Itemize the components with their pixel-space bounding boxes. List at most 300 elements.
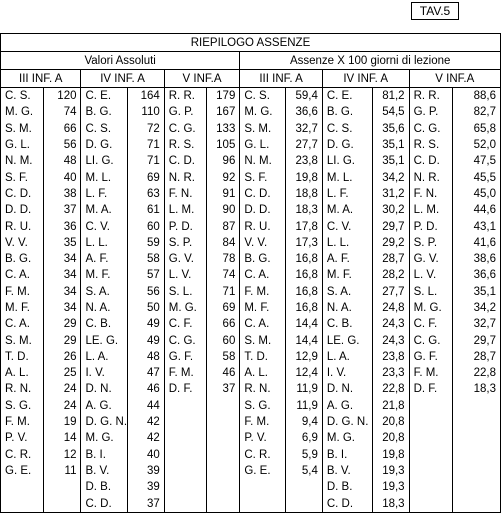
student-initials-abs-iii: R. U. bbox=[1, 218, 44, 234]
student-initials-abs-iv: S. A. bbox=[81, 284, 128, 300]
absence-value-abs-iv: 49 bbox=[128, 332, 165, 348]
absence-value-abs-v: 74 bbox=[206, 267, 240, 283]
absence-value-abs-v: 133 bbox=[206, 121, 240, 137]
absence-value-pct-iv: 29,2 bbox=[372, 235, 409, 251]
absence-value-pct-iv: 24,3 bbox=[372, 332, 409, 348]
absence-value-abs-v: 58 bbox=[206, 349, 240, 365]
absence-value-abs-iv: 39 bbox=[128, 479, 165, 495]
table-row bbox=[1, 332, 501, 348]
student-initials-abs-iv: M. F. bbox=[81, 267, 128, 283]
absence-value-pct-iii: 19,8 bbox=[286, 169, 323, 185]
student-initials-pct-iv: C. V. bbox=[322, 218, 372, 234]
student-initials-pct-iv: A. G. bbox=[322, 398, 372, 414]
absence-value-pct-v: 43,1 bbox=[453, 218, 501, 234]
absence-value-pct-v: 28,7 bbox=[453, 349, 501, 365]
student-initials-pct-v bbox=[409, 479, 453, 495]
absence-value-abs-v: 71 bbox=[206, 284, 240, 300]
table-row bbox=[1, 121, 501, 137]
student-initials-abs-v: R. S. bbox=[164, 137, 206, 153]
student-initials-pct-iv: B. V. bbox=[322, 463, 372, 479]
absence-value-pct-iv: 28,7 bbox=[372, 251, 409, 267]
student-initials-abs-iii: R. N. bbox=[1, 381, 44, 397]
absence-value-abs-iii: 48 bbox=[43, 153, 81, 169]
class-header-pct-iv: IV INF. A bbox=[322, 70, 409, 88]
student-initials-abs-iii: C. S. bbox=[1, 88, 44, 105]
student-initials-pct-iv: M. A. bbox=[322, 202, 372, 218]
student-initials-pct-v bbox=[409, 447, 453, 463]
absence-value-abs-v: 91 bbox=[206, 186, 240, 202]
student-initials-abs-iv: C. V. bbox=[81, 218, 128, 234]
absence-value-abs-iv: 46 bbox=[128, 381, 165, 397]
absence-value-abs-iv: 42 bbox=[128, 414, 165, 430]
student-initials-pct-iii: V. V. bbox=[240, 235, 286, 251]
absence-value-pct-iii: 32,7 bbox=[286, 121, 323, 137]
student-initials-abs-v: F. M. bbox=[164, 365, 206, 381]
absence-value-abs-iii: 11 bbox=[43, 463, 81, 479]
table-row bbox=[1, 104, 501, 120]
student-initials-abs-v: L. M. bbox=[164, 202, 206, 218]
student-initials-pct-v: C. G. bbox=[409, 121, 453, 137]
absence-value-pct-iv: 19,8 bbox=[372, 447, 409, 463]
student-initials-pct-v: L. V. bbox=[409, 267, 453, 283]
absence-value-pct-v bbox=[453, 447, 501, 463]
student-initials-pct-iv: D. G. bbox=[322, 137, 372, 153]
table-row bbox=[1, 267, 501, 283]
absence-value-pct-iv: 20,8 bbox=[372, 430, 409, 446]
class-header-abs-v: V INF.A bbox=[164, 70, 240, 88]
absence-value-abs-iv: 58 bbox=[128, 251, 165, 267]
absence-value-abs-v bbox=[206, 447, 240, 463]
absence-value-pct-iii: 16,8 bbox=[286, 300, 323, 316]
absence-value-abs-iii: 37 bbox=[43, 202, 81, 218]
absence-value-abs-v bbox=[206, 495, 240, 512]
absence-value-pct-iii: 18,8 bbox=[286, 186, 323, 202]
table-row bbox=[1, 202, 501, 218]
table-row bbox=[1, 463, 501, 479]
student-initials-pct-iv: L. A. bbox=[322, 349, 372, 365]
student-initials-abs-iii: P. V. bbox=[1, 430, 44, 446]
table-row bbox=[1, 430, 501, 446]
student-initials-pct-v: D. F. bbox=[409, 381, 453, 397]
absence-value-pct-iii: 23,8 bbox=[286, 153, 323, 169]
student-initials-abs-iv: A. G. bbox=[81, 398, 128, 414]
table-row bbox=[1, 300, 501, 316]
absence-value-abs-iii: 29 bbox=[43, 316, 81, 332]
student-initials-pct-iii: S. F. bbox=[240, 169, 286, 185]
student-initials-pct-iii: S. M. bbox=[240, 121, 286, 137]
absence-value-pct-iii: 17,3 bbox=[286, 235, 323, 251]
absence-value-pct-v bbox=[453, 495, 501, 512]
student-initials-pct-iv: B. I. bbox=[322, 447, 372, 463]
absence-value-abs-v bbox=[206, 479, 240, 495]
absences-summary-table bbox=[0, 33, 501, 513]
table-row bbox=[1, 316, 501, 332]
student-initials-abs-iii: D. D. bbox=[1, 202, 44, 218]
absence-value-abs-iii: 66 bbox=[43, 121, 81, 137]
student-initials-abs-iii bbox=[1, 479, 44, 495]
student-initials-abs-iv: N. A. bbox=[81, 300, 128, 316]
absence-value-pct-iii: 9,4 bbox=[286, 414, 323, 430]
absence-value-abs-iii: 24 bbox=[43, 381, 81, 397]
absence-value-pct-v: 88,6 bbox=[453, 88, 501, 105]
student-initials-abs-iv: L. F. bbox=[81, 186, 128, 202]
student-initials-pct-iii: T. D. bbox=[240, 349, 286, 365]
absence-value-pct-iii bbox=[286, 479, 323, 495]
class-header-pct-iii: III INF. A bbox=[240, 70, 323, 88]
student-initials-abs-v: C. F. bbox=[164, 316, 206, 332]
absence-value-abs-v bbox=[206, 398, 240, 414]
absence-value-pct-v: 44,6 bbox=[453, 202, 501, 218]
student-initials-abs-iii: C. D. bbox=[1, 186, 44, 202]
absence-value-abs-iv: 39 bbox=[128, 463, 165, 479]
student-initials-abs-iv: D. N. bbox=[81, 381, 128, 397]
student-initials-pct-iii: S. G. bbox=[240, 398, 286, 414]
student-initials-abs-iv: B. G. bbox=[81, 104, 128, 120]
student-initials-pct-iv: S. A. bbox=[322, 284, 372, 300]
absence-value-abs-v: 90 bbox=[206, 202, 240, 218]
absence-value-pct-iii: 12,4 bbox=[286, 365, 323, 381]
table-row bbox=[1, 398, 501, 414]
student-initials-abs-iv: I. V. bbox=[81, 365, 128, 381]
absence-value-pct-iii: 36,6 bbox=[286, 104, 323, 120]
student-initials-abs-v: C. D. bbox=[164, 153, 206, 169]
student-initials-abs-iv: A. F. bbox=[81, 251, 128, 267]
student-initials-abs-iv: M. G. bbox=[81, 430, 128, 446]
absence-value-abs-iv: 48 bbox=[128, 349, 165, 365]
absence-value-abs-v: 96 bbox=[206, 153, 240, 169]
absence-value-abs-iii: 26 bbox=[43, 349, 81, 365]
student-initials-abs-v bbox=[164, 479, 206, 495]
absence-value-pct-v bbox=[453, 463, 501, 479]
absence-value-abs-v: 179 bbox=[206, 88, 240, 105]
absence-value-pct-iv: 19,3 bbox=[372, 463, 409, 479]
student-initials-pct-v: G. V. bbox=[409, 251, 453, 267]
student-initials-abs-iv: L. L. bbox=[81, 235, 128, 251]
absence-value-abs-iv: 47 bbox=[128, 365, 165, 381]
student-initials-abs-iii: M. F. bbox=[1, 300, 44, 316]
absence-value-pct-iv: 18,3 bbox=[372, 495, 409, 512]
student-initials-abs-v: C. G. bbox=[164, 332, 206, 348]
student-initials-abs-v bbox=[164, 463, 206, 479]
absence-value-abs-iv: 71 bbox=[128, 137, 165, 153]
absence-value-abs-iv: 37 bbox=[128, 495, 165, 512]
absence-value-pct-iv: 29,7 bbox=[372, 218, 409, 234]
absence-value-abs-iii: 38 bbox=[43, 186, 81, 202]
absence-value-pct-v bbox=[453, 398, 501, 414]
student-initials-abs-iii: M. G. bbox=[1, 104, 44, 120]
student-initials-abs-v: G. V. bbox=[164, 251, 206, 267]
absence-value-abs-iv: 50 bbox=[128, 300, 165, 316]
absence-value-abs-v bbox=[206, 463, 240, 479]
absence-value-pct-v: 34,2 bbox=[453, 300, 501, 316]
student-initials-pct-iii: M. F. bbox=[240, 300, 286, 316]
absence-value-abs-iv: 44 bbox=[128, 398, 165, 414]
student-initials-abs-iv: D. G. bbox=[81, 137, 128, 153]
absence-value-pct-iii: 18,3 bbox=[286, 202, 323, 218]
student-initials-pct-iv: D. G. N. bbox=[322, 414, 372, 430]
student-initials-pct-v: P. D. bbox=[409, 218, 453, 234]
student-initials-pct-v: S. L. bbox=[409, 284, 453, 300]
table-row bbox=[1, 137, 501, 153]
student-initials-pct-iii bbox=[240, 495, 286, 512]
absence-value-abs-iv: 59 bbox=[128, 235, 165, 251]
table-row bbox=[1, 381, 501, 397]
student-initials-pct-iv: M. F. bbox=[322, 267, 372, 283]
absence-value-pct-v bbox=[453, 414, 501, 430]
student-initials-pct-iv: D. N. bbox=[322, 381, 372, 397]
student-initials-pct-v bbox=[409, 495, 453, 512]
student-initials-abs-iv: B. I. bbox=[81, 447, 128, 463]
absence-value-abs-iv: 61 bbox=[128, 202, 165, 218]
student-initials-pct-iv: L. F. bbox=[322, 186, 372, 202]
student-initials-abs-iii: S. M. bbox=[1, 121, 44, 137]
table-row bbox=[1, 479, 501, 495]
absence-value-pct-iv: 30,2 bbox=[372, 202, 409, 218]
student-initials-pct-iii: D. D. bbox=[240, 202, 286, 218]
absence-value-pct-iv: 28,2 bbox=[372, 267, 409, 283]
absence-value-pct-iii: 17,8 bbox=[286, 218, 323, 234]
absence-value-abs-v: 60 bbox=[206, 332, 240, 348]
table-row bbox=[1, 88, 501, 105]
absence-value-abs-iii: 34 bbox=[43, 284, 81, 300]
student-initials-abs-v: S. L. bbox=[164, 284, 206, 300]
absence-value-pct-iii: 6,9 bbox=[286, 430, 323, 446]
absence-value-abs-iii: 36 bbox=[43, 218, 81, 234]
student-initials-abs-iv: C. E. bbox=[81, 88, 128, 105]
absence-value-abs-iii: 25 bbox=[43, 365, 81, 381]
absence-value-abs-iii bbox=[43, 479, 81, 495]
table-number-label: TAV.5 bbox=[411, 2, 459, 20]
absence-value-abs-iv: 110 bbox=[128, 104, 165, 120]
student-initials-pct-v bbox=[409, 430, 453, 446]
absence-value-abs-iii: 120 bbox=[43, 88, 81, 105]
table-row bbox=[1, 414, 501, 430]
table-row bbox=[1, 186, 501, 202]
student-initials-abs-iii: S. F. bbox=[1, 169, 44, 185]
student-initials-pct-iv: C. D. bbox=[322, 495, 372, 512]
student-initials-abs-iii: C. A. bbox=[1, 316, 44, 332]
table-row bbox=[1, 169, 501, 185]
student-initials-pct-v: R. S. bbox=[409, 137, 453, 153]
student-initials-abs-iii: N. M. bbox=[1, 153, 44, 169]
student-initials-abs-v: N. R. bbox=[164, 169, 206, 185]
student-initials-pct-v: L. M. bbox=[409, 202, 453, 218]
absence-value-abs-iii: 24 bbox=[43, 398, 81, 414]
absence-value-pct-v: 82,7 bbox=[453, 104, 501, 120]
student-initials-pct-iv: LI. G. bbox=[322, 153, 372, 169]
absence-value-pct-v: 29,7 bbox=[453, 332, 501, 348]
student-initials-pct-iv: B. G. bbox=[322, 104, 372, 120]
student-initials-abs-v bbox=[164, 430, 206, 446]
absence-value-pct-v: 18,3 bbox=[453, 381, 501, 397]
student-initials-pct-iii: R. N. bbox=[240, 381, 286, 397]
student-initials-abs-iii: S. G. bbox=[1, 398, 44, 414]
absence-value-pct-v: 32,7 bbox=[453, 316, 501, 332]
student-initials-pct-iv: M. L. bbox=[322, 169, 372, 185]
student-initials-pct-v: C. D. bbox=[409, 153, 453, 169]
student-initials-abs-v: G. P. bbox=[164, 104, 206, 120]
absence-value-abs-iii: 34 bbox=[43, 267, 81, 283]
student-initials-abs-iii: G. L. bbox=[1, 137, 44, 153]
absence-value-abs-iv: 42 bbox=[128, 430, 165, 446]
student-initials-pct-iii: P. V. bbox=[240, 430, 286, 446]
student-initials-pct-v: C. F. bbox=[409, 316, 453, 332]
student-initials-abs-iv: D. G. N. bbox=[81, 414, 128, 430]
student-initials-pct-iv: C. B. bbox=[322, 316, 372, 332]
absence-value-abs-iii: 34 bbox=[43, 300, 81, 316]
student-initials-abs-v bbox=[164, 414, 206, 430]
absence-value-abs-iv: 71 bbox=[128, 153, 165, 169]
student-initials-pct-iii: M. G. bbox=[240, 104, 286, 120]
table-row bbox=[1, 251, 501, 267]
student-initials-pct-v: G. F. bbox=[409, 349, 453, 365]
absence-value-pct-iv: 24,3 bbox=[372, 316, 409, 332]
student-initials-abs-v: M. G. bbox=[164, 300, 206, 316]
absence-value-abs-v: 87 bbox=[206, 218, 240, 234]
student-initials-abs-iv: LI. G. bbox=[81, 153, 128, 169]
student-initials-pct-iii: R. U. bbox=[240, 218, 286, 234]
absence-value-pct-v: 36,6 bbox=[453, 267, 501, 283]
student-initials-pct-iv: I. V. bbox=[322, 365, 372, 381]
student-initials-abs-v: S. P. bbox=[164, 235, 206, 251]
absence-value-pct-iii bbox=[286, 495, 323, 512]
absence-value-pct-iii: 16,8 bbox=[286, 251, 323, 267]
student-initials-pct-iv: A. F. bbox=[322, 251, 372, 267]
absence-value-abs-iii: 34 bbox=[43, 251, 81, 267]
absence-value-pct-v: 45,0 bbox=[453, 186, 501, 202]
absence-value-abs-iii: 14 bbox=[43, 430, 81, 446]
absence-value-pct-iii: 11,9 bbox=[286, 398, 323, 414]
student-initials-pct-v bbox=[409, 398, 453, 414]
absence-value-abs-iii: 29 bbox=[43, 332, 81, 348]
absence-value-pct-iv: 35,1 bbox=[372, 153, 409, 169]
student-initials-abs-v: D. F. bbox=[164, 381, 206, 397]
absence-value-pct-iv: 20,8 bbox=[372, 414, 409, 430]
absence-value-abs-v: 78 bbox=[206, 251, 240, 267]
student-initials-abs-iii: A. L. bbox=[1, 365, 44, 381]
table-row bbox=[1, 235, 501, 251]
student-initials-abs-iii: F. M. bbox=[1, 284, 44, 300]
absence-value-abs-iv: 40 bbox=[128, 447, 165, 463]
student-initials-abs-iv: D. B. bbox=[81, 479, 128, 495]
student-initials-abs-v: P. D. bbox=[164, 218, 206, 234]
student-initials-pct-v bbox=[409, 414, 453, 430]
student-initials-pct-iii: S. M. bbox=[240, 332, 286, 348]
absence-value-abs-iv: 164 bbox=[128, 88, 165, 105]
absence-value-pct-iv: 22,8 bbox=[372, 381, 409, 397]
absence-value-abs-iv: 63 bbox=[128, 186, 165, 202]
absence-value-pct-v: 45,5 bbox=[453, 169, 501, 185]
absence-value-abs-v: 66 bbox=[206, 316, 240, 332]
student-initials-abs-iii: C. R. bbox=[1, 447, 44, 463]
absence-value-abs-v: 167 bbox=[206, 104, 240, 120]
student-initials-abs-iii: V. V. bbox=[1, 235, 44, 251]
class-header-pct-v: V INF.A bbox=[409, 70, 500, 88]
absence-value-abs-v: 37 bbox=[206, 381, 240, 397]
absence-value-abs-iii: 56 bbox=[43, 137, 81, 153]
absence-value-pct-v: 65,8 bbox=[453, 121, 501, 137]
student-initials-pct-iv: D. B. bbox=[322, 479, 372, 495]
student-initials-abs-v: F. N. bbox=[164, 186, 206, 202]
absence-value-pct-v: 35,1 bbox=[453, 284, 501, 300]
absence-value-pct-iv: 19,3 bbox=[372, 479, 409, 495]
absence-value-abs-iv: 69 bbox=[128, 169, 165, 185]
absence-value-pct-iii: 14,4 bbox=[286, 316, 323, 332]
absence-value-abs-v bbox=[206, 430, 240, 446]
absence-value-abs-v: 84 bbox=[206, 235, 240, 251]
table-row bbox=[1, 218, 501, 234]
student-initials-pct-v: C. G. bbox=[409, 332, 453, 348]
student-initials-pct-iii: G. E. bbox=[240, 463, 286, 479]
student-initials-abs-v: C. G. bbox=[164, 121, 206, 137]
absence-value-abs-v: 92 bbox=[206, 169, 240, 185]
student-initials-pct-iii: C. A. bbox=[240, 267, 286, 283]
student-initials-pct-iv: M. G. bbox=[322, 430, 372, 446]
absence-value-pct-iv: 35,1 bbox=[372, 137, 409, 153]
absence-value-abs-iii: 40 bbox=[43, 169, 81, 185]
student-initials-abs-iv: LE. G. bbox=[81, 332, 128, 348]
absence-value-pct-iv: 34,2 bbox=[372, 169, 409, 185]
absence-value-abs-iii: 74 bbox=[43, 104, 81, 120]
absence-value-abs-iv: 49 bbox=[128, 316, 165, 332]
absence-value-pct-iv: 31,2 bbox=[372, 186, 409, 202]
absence-value-pct-iii: 16,8 bbox=[286, 267, 323, 283]
student-initials-pct-v: S. P. bbox=[409, 235, 453, 251]
absence-value-pct-v: 52,0 bbox=[453, 137, 501, 153]
student-initials-abs-iv: M. L. bbox=[81, 169, 128, 185]
absolute-values-header: Valori Assoluti bbox=[1, 52, 240, 70]
student-initials-pct-iv: N. A. bbox=[322, 300, 372, 316]
absence-value-abs-iv: 56 bbox=[128, 284, 165, 300]
table-row bbox=[1, 284, 501, 300]
student-initials-abs-iii: T. D. bbox=[1, 349, 44, 365]
absence-value-abs-iv: 60 bbox=[128, 218, 165, 234]
student-initials-pct-iv: L. L. bbox=[322, 235, 372, 251]
absence-value-abs-iii: 12 bbox=[43, 447, 81, 463]
absence-value-pct-v: 22,8 bbox=[453, 365, 501, 381]
student-initials-pct-iv: LE. G. bbox=[322, 332, 372, 348]
absence-value-pct-iii: 12,9 bbox=[286, 349, 323, 365]
absence-value-pct-v: 38,6 bbox=[453, 251, 501, 267]
class-header-abs-iv: IV INF. A bbox=[81, 70, 164, 88]
student-initials-abs-iv: L. A. bbox=[81, 349, 128, 365]
absence-value-pct-v: 41,6 bbox=[453, 235, 501, 251]
absence-value-abs-v bbox=[206, 414, 240, 430]
absence-value-abs-iv: 72 bbox=[128, 121, 165, 137]
table-title: RIEPILOGO ASSENZE bbox=[1, 34, 501, 52]
absence-value-pct-iv: 23,3 bbox=[372, 365, 409, 381]
student-initials-pct-v: R. R. bbox=[409, 88, 453, 105]
absence-value-pct-iii: 27,7 bbox=[286, 137, 323, 153]
student-initials-pct-iii: G. L. bbox=[240, 137, 286, 153]
absence-value-pct-iii: 16,8 bbox=[286, 284, 323, 300]
absence-value-pct-iv: 24,8 bbox=[372, 300, 409, 316]
absence-value-abs-iv: 57 bbox=[128, 267, 165, 283]
student-initials-abs-iii: B. G. bbox=[1, 251, 44, 267]
student-initials-pct-v: M. G. bbox=[409, 300, 453, 316]
student-initials-pct-iii bbox=[240, 479, 286, 495]
student-initials-abs-v: L. V. bbox=[164, 267, 206, 283]
absence-value-pct-iv: 27,7 bbox=[372, 284, 409, 300]
student-initials-abs-iv: M. A. bbox=[81, 202, 128, 218]
student-initials-abs-iii: S. M. bbox=[1, 332, 44, 348]
student-initials-abs-iv: B. V. bbox=[81, 463, 128, 479]
student-initials-pct-iii: C. D. bbox=[240, 186, 286, 202]
table-row bbox=[1, 495, 501, 512]
student-initials-abs-v bbox=[164, 447, 206, 463]
student-initials-pct-iii: A. L. bbox=[240, 365, 286, 381]
absence-value-abs-iii bbox=[43, 495, 81, 512]
